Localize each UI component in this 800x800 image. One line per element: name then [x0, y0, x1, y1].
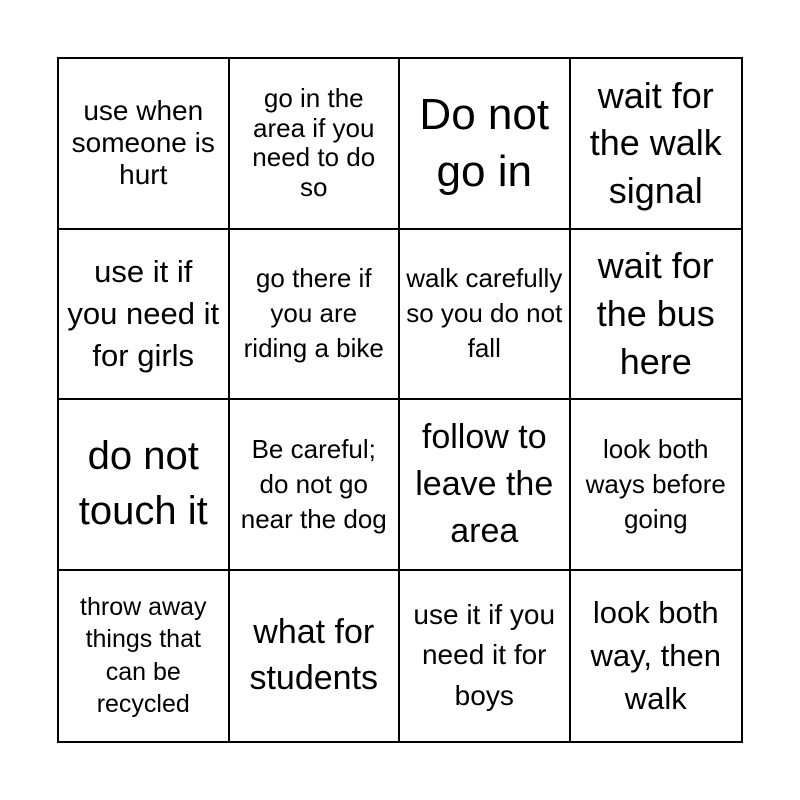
cell-text: what for students	[249, 612, 379, 697]
bingo-cell-r1c3[interactable]	[400, 59, 571, 230]
cell-text: use when someone is hurt	[71, 95, 215, 191]
cell-text: walk carefully so you do not fall	[406, 263, 563, 364]
bingo-cell-r2c2[interactable]	[230, 230, 401, 401]
bingo-cell-r4c1[interactable]	[59, 571, 230, 742]
cell-text: wait for the bus here	[596, 245, 715, 382]
bingo-cell-r1c2[interactable]	[230, 59, 401, 230]
bingo-cell-r4c2[interactable]	[230, 571, 401, 742]
bingo-board	[57, 57, 743, 743]
cell-text: follow to leave the area	[415, 417, 554, 550]
bingo-cell-r1c4[interactable]	[571, 59, 742, 230]
bingo-cell-r3c4[interactable]	[571, 400, 742, 571]
bingo-cell-r2c3[interactable]	[400, 230, 571, 401]
cell-text: do not touch it	[78, 434, 208, 534]
cell-text: throw away things that can be recycled	[80, 592, 207, 719]
bingo-cell-r1c1[interactable]	[59, 59, 230, 230]
cell-text: Do not go in	[419, 90, 550, 197]
bingo-cell-r2c4[interactable]	[571, 230, 742, 401]
bingo-cell-r3c1[interactable]	[59, 400, 230, 571]
cell-text: look both way, then walk	[590, 594, 721, 717]
bingo-cell-r3c3[interactable]	[400, 400, 571, 571]
cell-text: go in the area if you need to do so	[252, 83, 376, 202]
cell-text: look both ways before going	[585, 433, 726, 534]
cell-text: use it if you need it for boys	[413, 598, 556, 712]
cell-text: Be careful; do not go near the dog	[240, 433, 387, 534]
cell-text: go there if you are riding a bike	[243, 263, 384, 364]
bingo-cell-r3c2[interactable]	[230, 400, 401, 571]
bingo-cell-r4c3[interactable]	[400, 571, 571, 742]
bingo-cell-r2c1[interactable]	[59, 230, 230, 401]
bingo-cell-r4c4[interactable]	[571, 571, 742, 742]
cell-text: wait for the walk signal	[589, 74, 722, 211]
cell-text: use it if you need it for girls	[67, 254, 220, 373]
